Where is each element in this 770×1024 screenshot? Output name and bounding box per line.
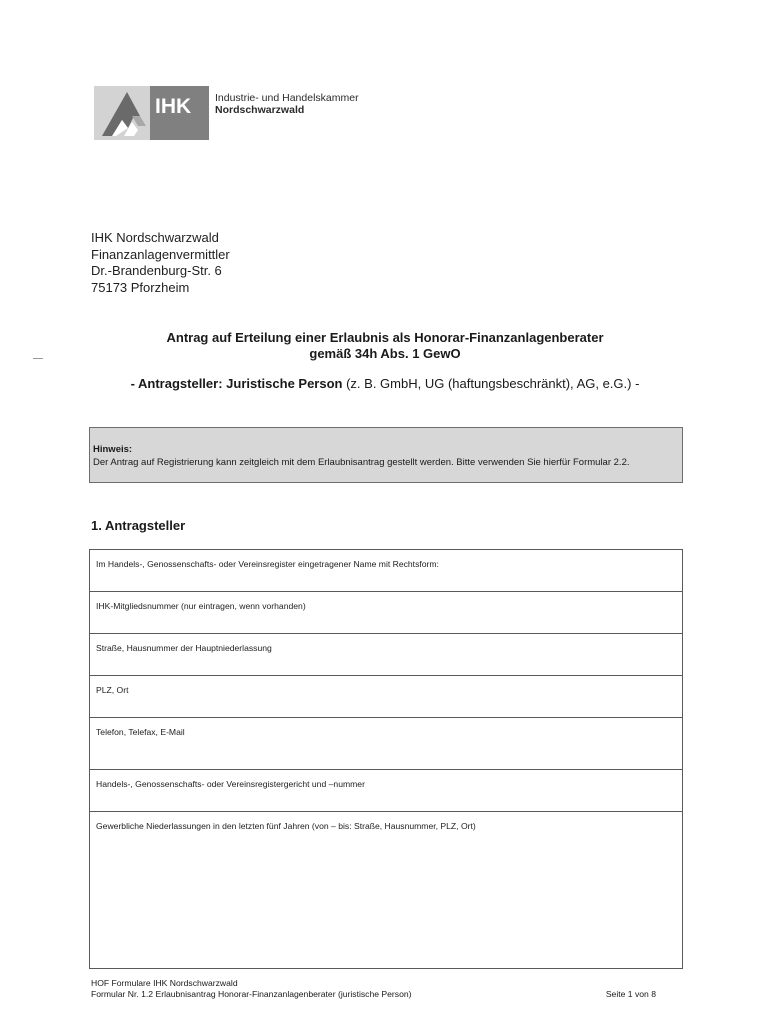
footer-line-2: Formular Nr. 1.2 Erlaubnisantrag Honorar-Finanzanlagenberater (juristische Person)	[91, 989, 412, 999]
field-label: PLZ, Ort	[96, 685, 129, 695]
footer-line-1: HOF Formulare IHK Nordschwarzwald	[91, 978, 238, 988]
form-field-company-name[interactable]	[90, 550, 682, 592]
document-title	[60, 330, 710, 362]
section-title: 1. Antragsteller	[91, 518, 186, 533]
form-field-branches[interactable]	[90, 812, 682, 968]
recipient-address	[91, 230, 230, 296]
title-line-2: gemäß 34h Abs. 1 GewO	[309, 346, 461, 361]
applicant-type	[60, 376, 710, 392]
address-line: Dr.-Brandenburg-Str. 6	[91, 263, 222, 278]
notice-heading: Hinweis:	[93, 444, 133, 455]
form-field-register-court[interactable]	[90, 770, 682, 812]
page-footer	[91, 978, 656, 1000]
applicant-type-examples: (z. B. GmbH, UG (haftungsbeschränkt), AG, e.G.) -	[342, 376, 640, 391]
field-label: Gewerbliche Niederlassungen in den letzten fünf Jahren (von – bis: Straße, Hausnummer, PLZ, Ort)	[96, 821, 476, 831]
field-label: Handels-, Genossenschafts- oder Vereinsregistergericht und –nummer	[96, 779, 365, 789]
form-field-postcode-city[interactable]	[90, 676, 682, 718]
address-line: 75173 Pforzheim	[91, 279, 190, 295]
page-number: Seite 1 von 8	[605, 989, 656, 999]
applicant-form	[89, 549, 683, 969]
field-label: Im Handels-, Genossenschafts- oder Vereinsregister eingetragener Name mit Rechtsform:	[96, 559, 439, 569]
field-label: Straße, Hausnummer der Hauptniederlassung	[96, 643, 272, 653]
address-line: IHK Nordschwarzwald	[91, 230, 219, 245]
notice-text: Der Antrag auf Registrierung kann zeitgleich mit dem Erlaubnisantrag gestellt werden. Bitte verwenden Sie hierfür Formular 2.2.	[93, 457, 630, 468]
logo-line-1: Industrie- und Handelskammer	[215, 92, 359, 104]
ihk-logo	[94, 86, 364, 140]
title-line-1: Antrag auf Erteilung einer Erlaubnis als Honorar-Finanzanlagenberater	[166, 330, 604, 345]
logo-line-2: Nordschwarzwald	[215, 104, 305, 116]
form-field-street[interactable]	[90, 634, 682, 676]
logo-text	[215, 92, 359, 116]
ihk-logo-mark	[94, 86, 209, 140]
notice-box	[89, 427, 683, 483]
applicant-type-label: - Antragsteller: Juristische Person	[130, 376, 343, 391]
field-label: IHK-Mitgliedsnummer (nur eintragen, wenn vorhanden)	[96, 601, 306, 611]
field-label: Telefon, Telefax, E-Mail	[96, 727, 185, 737]
form-field-member-number[interactable]	[90, 592, 682, 634]
form-field-contact[interactable]	[90, 718, 682, 770]
address-line: Finanzanlagenvermittler	[91, 246, 230, 262]
logo-abbr: IHK	[155, 95, 192, 118]
fold-mark	[33, 358, 43, 359]
